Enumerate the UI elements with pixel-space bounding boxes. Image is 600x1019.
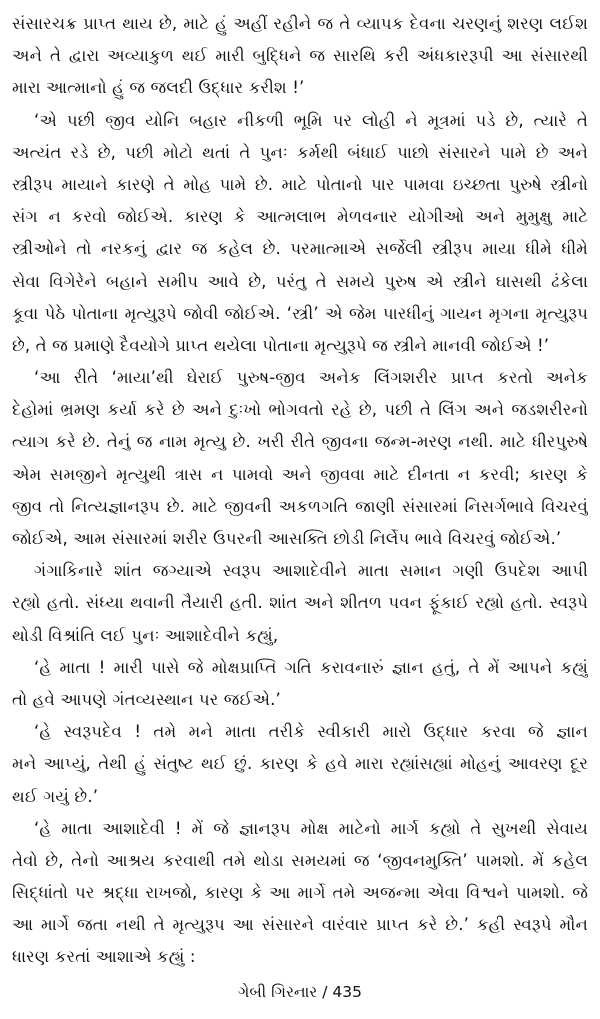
text-line: જીવ તો નિત્યજ્ઞાનરૂપ છે. માટે જીવની અકળગતિ જાણી સંસારમાં નિસર્ગભાવે વિચરવું (12, 496, 588, 516)
text-line: ‘આ રીતે ‘માયા’થી ઘેરાઈ પુરુષ-જીવ અનેક લિંગશરીર પ્રાપ્ત કરતો અનેક (34, 368, 588, 388)
body-text (12, 8, 588, 974)
text-line: ગંગાકિનારે શાંત જગ્યાએ સ્વરૂપ આશાદેવીને માતા સમાન ગણી ઉપદેશ આપી (34, 561, 588, 581)
text-line: એમ સમજીને મૃત્યુથી ત્રાસ ન પામવો અને જીવવા માટે દીનતા ન કરવી; કારણ કે (12, 464, 588, 484)
text-line: આ માર્ગે જતા નથી તે મૃત્યુરૂપ આ સંસારને વારંવાર પ્રાપ્ત કરે છે.’ કહી સ્વરૂપે મૌન (12, 915, 588, 935)
text-line: ધારણ કરતાં આશાએ કહ્યું : (12, 947, 196, 967)
text-line: રહ્યો હતો. સંધ્યા થવાની તૈયારી હતી. શાંત અને શીતળ પવન ફૂંકાઈ રહ્યો હતો. સ્વરૂપે (12, 593, 588, 613)
text-line: સંસારચક્ર પ્રાપ્ત થાય છે, માટે હું અહીં રહીને જ તે વ્યાપક દેવના ચરણનું શરણ લઈશ (12, 14, 588, 33)
text-line: દેહોમાં ભ્રમણ કર્યા કરે છે અને દુઃખો ભોગવતો રહે છે, પછી તે લિંગ અને જડશરીરનો (12, 400, 588, 420)
text-line: અને તે દ્વારા અવ્યાકુળ થઈ મારી બુદ્ધિને જ સારથિ કરી અંધકારરૂપી આ સંસારથી (12, 46, 588, 66)
text-line: છે, તે જ પ્રમાણે દૈવયોગે પ્રાપ્ત થયેલા પોતાના મૃત્યુરૂપે જ સ્ત્રીને માનવી જોઈએ !’ (12, 335, 550, 355)
text-line: જોઈએ, આમ સંસારમાં શરીર ઉપરની આસક્તિ છોડી નિર્લેપ ભાવે વિચરવું જોઈએ.’ (12, 529, 562, 548)
text-line: ‘હે માતા ! મારી પાસે જે મોક્ષપ્રાપ્તિ ગતિ કરાવનારું જ્ઞાન હતું, તે મેં આપને કહ્યું (34, 657, 588, 677)
text-line: સિદ્ધાંતો પર શ્રદ્ધા રાખજો, કારણ કે આ માર્ગે તમે અજન્મા એવા વિશ્વને પામશો. જે (12, 883, 588, 903)
text-line: સેવા વિગેરેને બહાને સમીપ આવે છે, પરંતુ તે સમયે પુરુષ એ સ્ત્રીને ઘાસથી ઢંકેલા (12, 271, 588, 291)
text-line: સ્ત્રીરૂપ માયાને કારણે તે મોહ પામે છે. માટે પોતાનો પાર પામવા ઇચ્છતા પુરુષે સ્ત્રીનો (12, 174, 588, 194)
text-line: થઈ ગયું છે.’ (12, 786, 99, 806)
text-line: ત્યાગ કરે છે. તેનું જ નામ મૃત્યુ છે. ખરી રીતે જીવના જન્મ-મરણ નથી. માટે ધીરપુરુષે (12, 432, 588, 452)
text-line: સ્ત્રીઓને તો નરકનું દ્વાર જ કહેલ છે. પરમાત્માએ સર્જેલી સ્ત્રીરૂપ માયા ધીમે ધીમે (12, 239, 588, 259)
text-line: મારા આત્માનો હું જ જલદી ઉદ્ધાર કરીશ !’ (12, 78, 305, 98)
text-line: થોડી વિશ્રાંતિ લઈ પુનઃ આશાદેવીને કહ્યું, (12, 625, 279, 645)
text-line: સંગ ન કરવો જોઈએ. કારણ કે આત્મલાભ મેળવનાર યોગીઓ અને મુમુક્ષુ માટે (12, 207, 588, 227)
text-line: કૂવા પેઠે પોતાના મૃત્યુરૂપે જોવી જોઈએ. ‘સ્ત્રી’ એ જેમ પારધીનું ગાયન મૃગના મૃત્યુરૂપ (12, 303, 588, 323)
text-line: અત્યંત રડે છે, પછી મોટો થતાં તે પુનઃ કર્મથી બંધાઈ પાછો સંસારને પામે છે અને (12, 142, 588, 162)
text-line: ‘એ પછી જીવ યોનિ બહાર નીકળી ભૂમિ પર લોહી ને મૂત્રમાં પડે છે, ત્યારે તે (34, 110, 588, 130)
text-line: મને આપ્યું, તેથી હું સંતુષ્ટ થઈ છું. કારણ કે હવે મારા રહ્યાંસહ્યાં મોહનું આવરણ દૂર (12, 754, 588, 774)
page-footer: ગેબી ગિરનાર / 435 (238, 983, 362, 1001)
text-line: તો હવે આપણે ગંતવ્યસ્થાન પર જઈએ.’ (12, 689, 281, 709)
text-line: ‘હે સ્વરૂપદેવ ! તમે મને માતા તરીકે સ્વીકારી મારો ઉદ્ધાર કરવા જે જ્ઞાન (34, 722, 588, 742)
text-line: ‘હે માતા આશાદેવી ! મેં જે જ્ઞાનરૂપ મોક્ષ માટેનો માર્ગ કહ્યો તે સુખથી સેવાય (34, 818, 588, 838)
text-line: તેવો છે, તેનો આશ્રય કરવાથી તમે થોડા સમયમાં જ ‘જીવનમુક્તિ’ પામશો. મેં કહેલ (12, 850, 588, 870)
